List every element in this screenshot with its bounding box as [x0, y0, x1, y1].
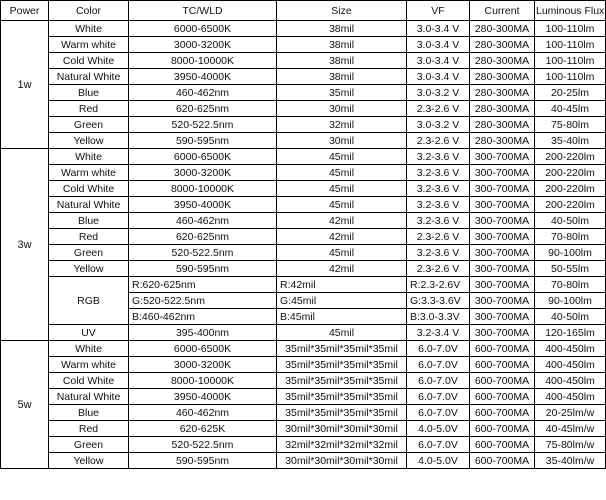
color-cell: Green — [49, 117, 129, 133]
color-cell: Green — [49, 437, 129, 453]
vf-cell: 3.2-3.6 V — [407, 245, 470, 261]
luminous-flux-cell: 90-100lm — [535, 293, 606, 309]
size-cell: 38mil — [277, 37, 407, 53]
tc-wld-cell: 6000-6500K — [129, 341, 277, 357]
luminous-flux-cell: 400-450lm — [535, 341, 606, 357]
luminous-flux-cell: 200-220lm — [535, 181, 606, 197]
luminous-flux-cell: 400-450lm — [535, 357, 606, 373]
vf-cell: 2.3-2.6 V — [407, 133, 470, 149]
vf-cell: 3.0-3.4 V — [407, 53, 470, 69]
luminous-flux-cell: 100-110lm — [535, 21, 606, 37]
vf-cell: 3.2-3.6 V — [407, 213, 470, 229]
table-row — [1, 357, 606, 373]
size-cell: 30mil — [277, 133, 407, 149]
tc-wld-cell: 6000-6500K — [129, 149, 277, 165]
current-cell: 600-700MA — [470, 421, 535, 437]
size-cell: 32mil — [277, 117, 407, 133]
table-row — [1, 101, 606, 117]
tc-wld-cell: 3000-3200K — [129, 165, 277, 181]
tc-wld-cell: 620-625nm — [129, 229, 277, 245]
size-cell: 30mil*30mil*30mil*30mil — [277, 421, 407, 437]
tc-wld-cell: 520-522.5nm — [129, 117, 277, 133]
header-row — [1, 1, 606, 21]
tc-wld-cell: G:520-522.5nm — [129, 293, 277, 309]
luminous-flux-cell: 35-40lm — [535, 133, 606, 149]
vf-cell: 6.0-7.0V — [407, 373, 470, 389]
size-cell: 30mil — [277, 101, 407, 117]
current-cell: 280-300MA — [470, 37, 535, 53]
color-cell: Warm white — [49, 37, 129, 53]
vf-cell: 3.0-3.2 V — [407, 117, 470, 133]
current-cell: 600-700MA — [470, 453, 535, 469]
luminous-flux-cell: 40-50lm — [535, 213, 606, 229]
color-cell: UV — [49, 325, 129, 341]
vf-cell: 4.0-5.0V — [407, 421, 470, 437]
tc-wld-cell: 590-595nm — [129, 133, 277, 149]
table-row — [1, 421, 606, 437]
vf-cell: 6.0-7.0V — [407, 357, 470, 373]
tc-wld-cell: 620-625K — [129, 421, 277, 437]
table-row — [1, 165, 606, 181]
tc-wld-cell: 8000-10000K — [129, 181, 277, 197]
luminous-flux-cell: 90-100lm — [535, 245, 606, 261]
luminous-flux-cell: 40-50lm — [535, 309, 606, 325]
luminous-flux-cell: 70-80lm — [535, 277, 606, 293]
table-row — [1, 181, 606, 197]
color-cell: Cold White — [49, 181, 129, 197]
tc-wld-cell: 460-462nm — [129, 85, 277, 101]
color-cell: Cold White — [49, 373, 129, 389]
tc-wld-cell: 3950-4000K — [129, 69, 277, 85]
header-color: Color — [49, 1, 129, 21]
tc-wld-cell: 620-625nm — [129, 101, 277, 117]
tc-wld-cell: 460-462nm — [129, 213, 277, 229]
vf-cell: 3.2-3.6 V — [407, 165, 470, 181]
color-cell: Natural White — [49, 197, 129, 213]
size-cell: 38mil — [277, 69, 407, 85]
color-cell: Cold White — [49, 53, 129, 69]
table-row — [1, 85, 606, 101]
table-row — [1, 229, 606, 245]
luminous-flux-cell: 35-40lm/w — [535, 453, 606, 469]
vf-cell: 3.2-3.6 V — [407, 197, 470, 213]
color-cell: White — [49, 21, 129, 37]
size-cell: G:45mil — [277, 293, 407, 309]
current-cell: 300-700MA — [470, 229, 535, 245]
current-cell: 300-700MA — [470, 293, 535, 309]
header-vf: VF — [407, 1, 470, 21]
size-cell: 45mil — [277, 149, 407, 165]
current-cell: 300-700MA — [470, 245, 535, 261]
size-cell: 35mil*35mil*35mil*35mil — [277, 389, 407, 405]
luminous-flux-cell: 50-55lm — [535, 261, 606, 277]
size-cell: 35mil*35mil*35mil*35mil — [277, 373, 407, 389]
size-cell: 35mil*35mil*35mil*35mil — [277, 357, 407, 373]
current-cell: 300-700MA — [470, 213, 535, 229]
tc-wld-cell: 590-595nm — [129, 453, 277, 469]
color-cell: Yellow — [49, 133, 129, 149]
current-cell: 280-300MA — [470, 53, 535, 69]
table-row — [1, 37, 606, 53]
color-cell: Warm white — [49, 357, 129, 373]
table-body — [1, 21, 606, 469]
size-cell: 30mil*30mil*30mil*30mil — [277, 453, 407, 469]
current-cell: 300-700MA — [470, 309, 535, 325]
vf-cell: 2.3-2.6 V — [407, 261, 470, 277]
size-cell: 45mil — [277, 181, 407, 197]
table-row — [1, 341, 606, 357]
current-cell: 300-700MA — [470, 181, 535, 197]
luminous-flux-cell: 400-450lm — [535, 389, 606, 405]
luminous-flux-cell: 100-110lm — [535, 37, 606, 53]
table-row — [1, 133, 606, 149]
color-cell: Warm white — [49, 165, 129, 181]
table-row — [1, 389, 606, 405]
vf-cell: G:3.3-3.6V — [407, 293, 470, 309]
current-cell: 300-700MA — [470, 261, 535, 277]
tc-wld-cell: 3950-4000K — [129, 197, 277, 213]
vf-cell: 4.0-5.0V — [407, 453, 470, 469]
color-cell: White — [49, 341, 129, 357]
size-cell: R:42mil — [277, 277, 407, 293]
header-current: Current — [470, 1, 535, 21]
size-cell: 42mil — [277, 229, 407, 245]
tc-wld-cell: 8000-10000K — [129, 53, 277, 69]
color-cell: Red — [49, 421, 129, 437]
table-row — [1, 149, 606, 165]
header-tc-wld: TC/WLD — [129, 1, 277, 21]
vf-cell: R:2.3-2.6V — [407, 277, 470, 293]
current-cell: 600-700MA — [470, 341, 535, 357]
table-row — [1, 197, 606, 213]
table-row — [1, 213, 606, 229]
tc-wld-cell: 520-522.5nm — [129, 437, 277, 453]
vf-cell: B:3.0-3.3V — [407, 309, 470, 325]
table-row — [1, 21, 606, 37]
size-cell: 45mil — [277, 197, 407, 213]
vf-cell: 6.0-7.0V — [407, 437, 470, 453]
size-cell: 45mil — [277, 325, 407, 341]
luminous-flux-cell: 200-220lm — [535, 165, 606, 181]
luminous-flux-cell: 20-25lm/w — [535, 405, 606, 421]
table-header — [1, 1, 606, 21]
color-cell: RGB — [49, 277, 129, 325]
table-row — [1, 117, 606, 133]
power-cell: 1w — [1, 21, 49, 149]
current-cell: 300-700MA — [470, 165, 535, 181]
vf-cell: 2.3-2.6 V — [407, 229, 470, 245]
tc-wld-cell: 395-400nm — [129, 325, 277, 341]
luminous-flux-cell: 75-80lm — [535, 117, 606, 133]
current-cell: 300-700MA — [470, 149, 535, 165]
tc-wld-cell: 3950-4000K — [129, 389, 277, 405]
vf-cell: 3.0-3.4 V — [407, 69, 470, 85]
tc-wld-cell: 6000-6500K — [129, 21, 277, 37]
header-size: Size — [277, 1, 407, 21]
color-cell: Red — [49, 101, 129, 117]
size-cell: 35mil*35mil*35mil*35mil — [277, 341, 407, 357]
luminous-flux-cell: 100-110lm — [535, 53, 606, 69]
luminous-flux-cell: 20-25lm — [535, 85, 606, 101]
header-luminous-flux: Luminous Flux — [535, 1, 606, 21]
luminous-flux-cell: 40-45lm — [535, 101, 606, 117]
table-row — [1, 245, 606, 261]
color-cell: Natural White — [49, 389, 129, 405]
color-cell: Natural White — [49, 69, 129, 85]
table-row — [1, 373, 606, 389]
table-row — [1, 261, 606, 277]
size-cell: 45mil — [277, 165, 407, 181]
size-cell: 32mil*32mil*32mil*32mil — [277, 437, 407, 453]
current-cell: 600-700MA — [470, 437, 535, 453]
luminous-flux-cell: 200-220lm — [535, 149, 606, 165]
tc-wld-cell: 3000-3200K — [129, 37, 277, 53]
table-row — [1, 69, 606, 85]
vf-cell: 6.0-7.0V — [407, 341, 470, 357]
header-power: Power — [1, 1, 49, 21]
current-cell: 600-700MA — [470, 405, 535, 421]
vf-cell: 3.2-3.4 V — [407, 325, 470, 341]
current-cell: 280-300MA — [470, 69, 535, 85]
table-row — [1, 437, 606, 453]
current-cell: 280-300MA — [470, 133, 535, 149]
vf-cell: 2.3-2.6 V — [407, 101, 470, 117]
current-cell: 280-300MA — [470, 21, 535, 37]
vf-cell: 3.2-3.6 V — [407, 181, 470, 197]
tc-wld-cell: R:620-625nm — [129, 277, 277, 293]
color-cell: Red — [49, 229, 129, 245]
current-cell: 600-700MA — [470, 357, 535, 373]
luminous-flux-cell: 100-110lm — [535, 69, 606, 85]
current-cell: 300-700MA — [470, 277, 535, 293]
vf-cell: 3.0-3.2 V — [407, 85, 470, 101]
luminous-flux-cell: 120-165lm — [535, 325, 606, 341]
tc-wld-cell: B:460-462nm — [129, 309, 277, 325]
color-cell: Blue — [49, 213, 129, 229]
tc-wld-cell: 590-595nm — [129, 261, 277, 277]
size-cell: 35mil*35mil*35mil*35mil — [277, 405, 407, 421]
current-cell: 280-300MA — [470, 117, 535, 133]
vf-cell: 6.0-7.0V — [407, 389, 470, 405]
size-cell: 35mil — [277, 85, 407, 101]
vf-cell: 3.0-3.4 V — [407, 37, 470, 53]
tc-wld-cell: 520-522.5nm — [129, 245, 277, 261]
tc-wld-cell: 8000-10000K — [129, 373, 277, 389]
current-cell: 280-300MA — [470, 85, 535, 101]
current-cell: 600-700MA — [470, 389, 535, 405]
current-cell: 600-700MA — [470, 373, 535, 389]
current-cell: 300-700MA — [470, 197, 535, 213]
color-cell: Blue — [49, 85, 129, 101]
color-cell: Blue — [49, 405, 129, 421]
luminous-flux-cell: 200-220lm — [535, 197, 606, 213]
size-cell: B:45mil — [277, 309, 407, 325]
table-row — [1, 277, 606, 293]
size-cell: 45mil — [277, 245, 407, 261]
color-cell: Yellow — [49, 453, 129, 469]
vf-cell: 3.2-3.6 V — [407, 149, 470, 165]
color-cell: White — [49, 149, 129, 165]
size-cell: 42mil — [277, 213, 407, 229]
vf-cell: 3.0-3.4 V — [407, 21, 470, 37]
current-cell: 300-700MA — [470, 325, 535, 341]
luminous-flux-cell: 40-45lm/w — [535, 421, 606, 437]
size-cell: 38mil — [277, 21, 407, 37]
tc-wld-cell: 460-462nm — [129, 405, 277, 421]
power-cell: 3w — [1, 149, 49, 341]
current-cell: 280-300MA — [470, 101, 535, 117]
size-cell: 42mil — [277, 261, 407, 277]
luminous-flux-cell: 70-80lm — [535, 229, 606, 245]
luminous-flux-cell: 75-80lm/w — [535, 437, 606, 453]
color-cell: Yellow — [49, 261, 129, 277]
tc-wld-cell: 3000-3200K — [129, 357, 277, 373]
table-row — [1, 325, 606, 341]
vf-cell: 6.0-7.0V — [407, 405, 470, 421]
table-row — [1, 453, 606, 469]
table-row — [1, 53, 606, 69]
power-cell: 5w — [1, 341, 49, 469]
luminous-flux-cell: 400-450lm — [535, 373, 606, 389]
table-row — [1, 405, 606, 421]
size-cell: 38mil — [277, 53, 407, 69]
color-cell: Green — [49, 245, 129, 261]
